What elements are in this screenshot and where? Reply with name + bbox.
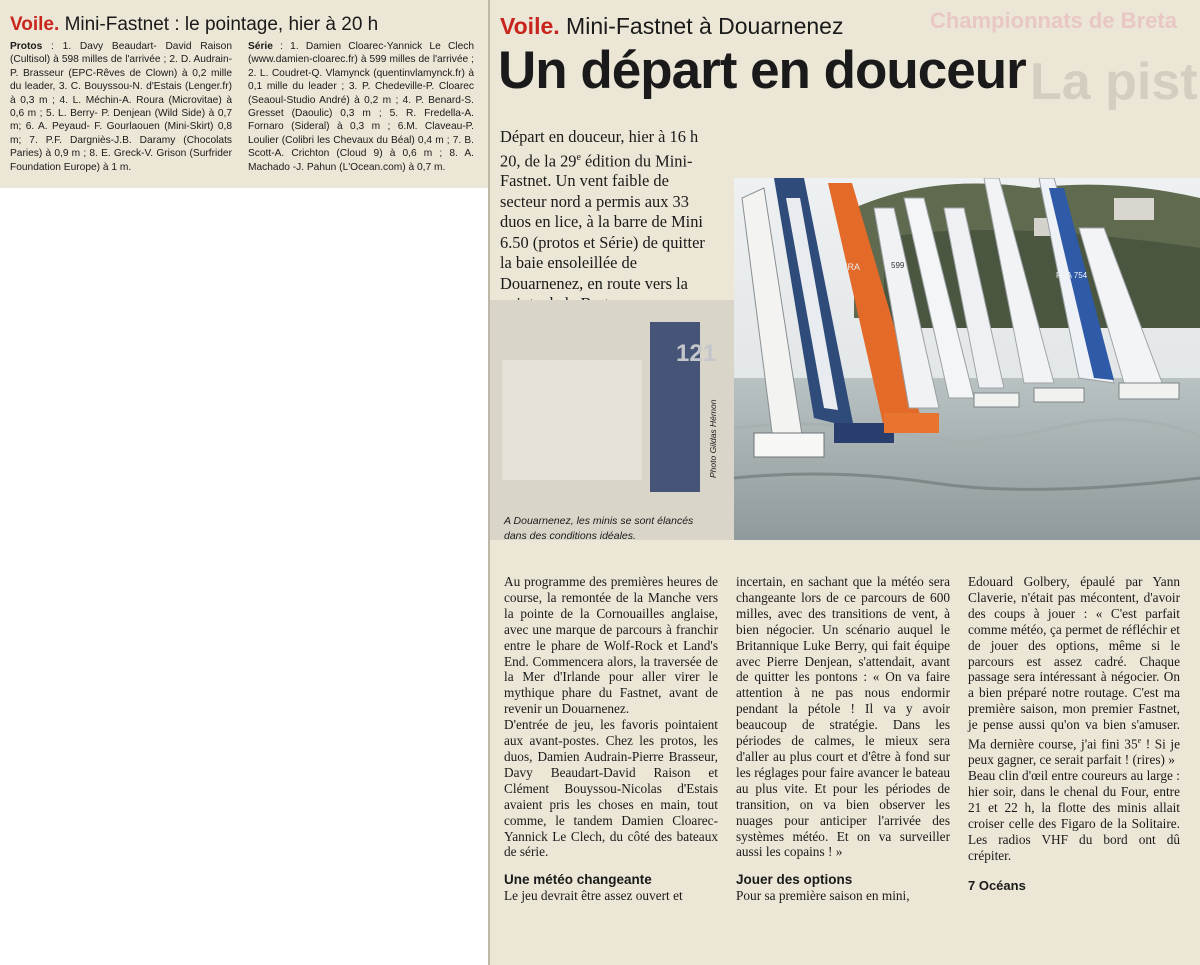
lead-paragraph — [500, 127, 714, 315]
col1-paragraph-3: Le jeu devrait être assez ouvert et — [504, 888, 683, 904]
col3-text-before: Edouard Golbery, épaulé par Yann Claverie, n'était pas mécontent, d'avoir des coups à jouer : « C'est parfait comme météo, ça permet de réfléchir et de jouer des options, même si le parcours est assez cadré. Chaque passage sera intéressant à négocier. On a bien préparé notre routage. C'est ma première saison, mon premier Fastnet, je pense aussi qu'on va bien s'amuser. Ma dernière course, j'ai fini 35 — [968, 574, 1180, 752]
col1-paragraph-2: D'entrée de jeu, les favoris pointaient aux avant-postes. Chez les protos, les duos, Damien Audrain-Pierre Brasseur, Davy Beaudart-David Raison et Clément Bouyssou-Nicolas d'Estais avaient pris les choses en main, tout comme, le tandem Damien Cloarec-Yannick Le Clech, du côté des bateaux de série. — [504, 717, 718, 860]
sail-number-121: 121 — [676, 340, 717, 367]
body-column-1 — [504, 574, 718, 904]
serie-results — [248, 40, 474, 174]
right-article — [490, 0, 1200, 965]
body-column-2 — [736, 574, 950, 904]
col3-text-after: ! Si je peux gagner, ce serait parfait ! (rires) » — [968, 736, 1180, 768]
regatta-photo — [734, 178, 1200, 540]
protos-results — [10, 40, 232, 174]
bleed-through-heading: Championnats de Breta — [930, 8, 1177, 33]
right-kicker-line — [500, 13, 843, 40]
serie-text: : 1. Damien Cloarec-Yannick Le Clech (www.damien-cloarec.fr) à 599 milles de l'arrivée ; 2. L. Coudret-Q. Vlamynck (quentinvlamynck.fr) à 0,1 mille du leader ; 3. P. Chedeville-P. Cloarec (Seaoul-Studio André) à 0,2 m ; 4. P. Benard-S. Gresset (Daoulic) 0,3 m ; 5. R. Fredella-A. Fornaro (Sideral) à 0,3 m ; 6.M. Claveau-P. Loulier (Colibri les Chevaux du Béal) 0,4 m ; 7. B. Scott-A. Crichton (Cloud 9) à 0,6 m ; 8. A. Machado -J. Pahun (L'Ocean.com) à 0,7 m. — [248, 41, 474, 173]
photo-sail-blur — [502, 360, 642, 480]
body-column-3 — [968, 574, 1180, 894]
bleed-through-title: La pist — [1030, 53, 1198, 111]
author-signature: 7 Océans — [968, 877, 1026, 893]
photo-caption: A Douarnenez, les minis se sont élancés dans des conditions idéales. — [504, 515, 694, 542]
lead-after: édition du Mini-Fastnet. Un vent faible de secteur nord a permis aux 33 duos en lice, à la barre de Mini 6.50 (protos et Série) de quitter la baie ensoleillée de Douarnenez, en route vers la — [500, 150, 705, 293]
photo-left-extension — [490, 300, 734, 540]
col2-paragraph-1: incertain, en sachant que la météo sera changeante lors de ce parcours de 600 milles, avec des transitions de vent, à bien négocier. Un scénario auquel le Britannique Luke Berry, qui fait équipe avec Pierre Denjean, s'attendait, avant de quitter les pontons : « On va faire attention à ne pas nous endormir pendant la pétole ! Il va y avoir beaucoup de stratégie. Dans les périodes de calmes, le mieux sera d'aller au plus court et d'être à fond sur les réglages pour faire avancer le bateau au plus vite. Et pour les périodes de transition, on va bien observer les nuages pour anticiper l'arrivée des systèmes météo. Et on va surveiller aussi les copains ! » — [736, 574, 950, 860]
lead-sup: e — [576, 151, 581, 163]
col3-sup: e — [1137, 736, 1142, 746]
right-kicker-rest: Mini-Fastnet à Douarnenez — [559, 13, 844, 39]
sailboats-image — [734, 178, 1200, 540]
col2-paragraph-2: Pour sa première saison en mini, — [736, 888, 910, 904]
left-headline-text: Mini-Fastnet : le pointage, hier à 20 h — [64, 14, 379, 35]
left-article — [0, 0, 490, 188]
lead-before: Départ en douceur, hier à 16 h 20, de la 29 — [500, 127, 699, 170]
subheading-meteo: Une météo changeante — [504, 872, 652, 888]
right-kicker: Voile. — [500, 13, 560, 39]
col3-paragraph-1 — [968, 574, 1180, 768]
sail-number-599: 599 — [891, 261, 905, 270]
serie-label: Série — [248, 41, 273, 52]
photo-credit: Photo Gildas Hémon — [708, 399, 718, 478]
subheading-options: Jouer des options — [736, 872, 853, 888]
protos-text: : 1. Davy Beaudart- David Raison (Cultisol) à 598 milles de l'arrivée ; 2. D. Audrain-P. Brasseur (EPC-Rêves de Clown) à 0,2 mille du leader, 3. C. Bouyssou-N. d'Estais (Lenger.fr) à 0,3 m ; 4. L. Méchin-A. Roura (Microvitae) à 0,6 m ; 5. L. Berry- P. Denjean (Wild Side) à 0,7 m; 6. A. Peyaud- F. Gourlaouen (Mini-Skirt) 0,8 m; 7. P.F. Dargniès-J.B. Daramy (Chocolats Paries) à 0,9 m ; 8. E. Greck-V. Grison (Surfrider Foundation Europe) à 1 m. — [10, 41, 232, 173]
sail-number-fra: FRA — [842, 262, 860, 272]
col1-paragraph-1: Au programme des premières heures de course, la remontée de la Manche vers la pointe de la Cornouailles anglaise, avec une marque de parcours à franchir entre le phare de Wolf-Rock et Land's End. Commencera alors, la traversée de la Mer d'Irlande pour aller virer le mythique phare du Fastnet, avant de revenir un Douarnenez. — [504, 574, 718, 717]
page-title: Un départ en douceur — [498, 41, 1026, 100]
protos-label: Protos — [10, 41, 43, 52]
left-headline — [10, 14, 378, 36]
sail-number-754: FRA 754 — [1056, 271, 1088, 280]
left-kicker: Voile. — [10, 14, 60, 35]
col3-paragraph-2: Beau clin d'œil entre coureurs au large : hier soir, dans le chenal du Four, entre 21 et 22 h, la flotte des minis allait croiser celle des Figaro de la Solitaire. Les radios VHF du bord ont dû crépiter. — [968, 768, 1180, 863]
